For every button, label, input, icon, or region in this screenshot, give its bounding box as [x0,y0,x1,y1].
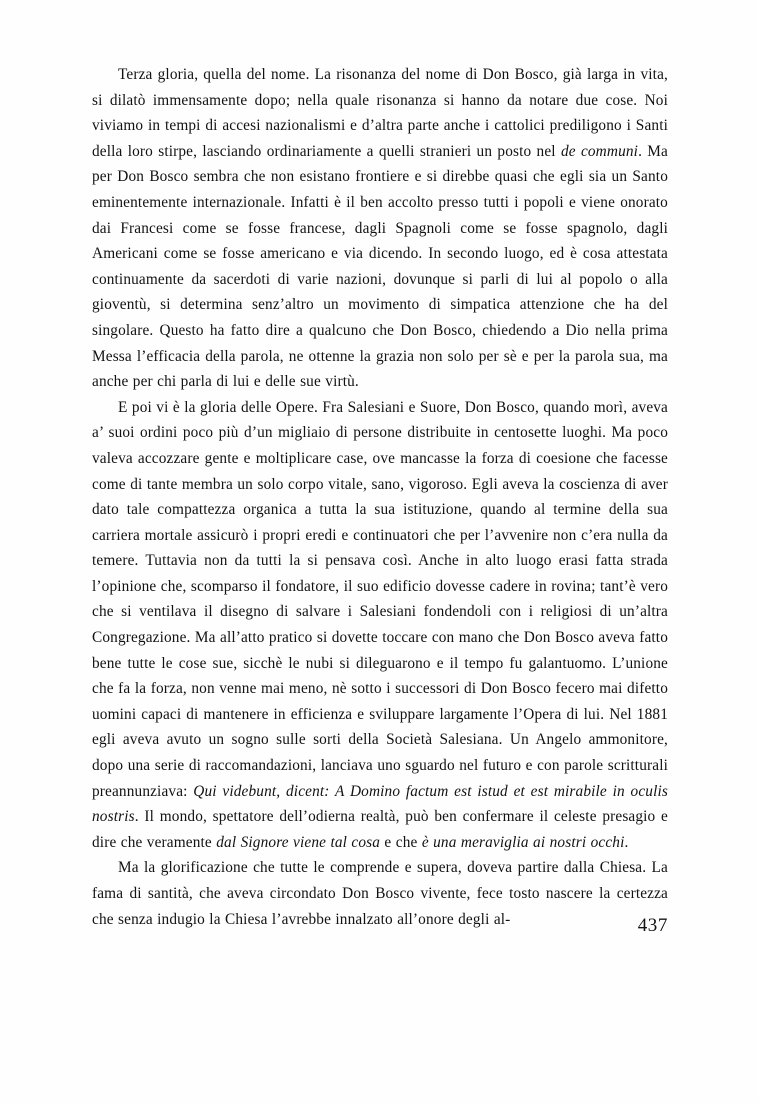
paragraph-glorificazione: Ma la glorificazione che tutte le comprende e supera, doveva partire dalla Chiesa. La fama di santità, che aveva circondato Don Bosco vivente, fece tosto nascere la certezza che senza indugio la Chiesa l’avrebbe innalzato all’onore degli al- [92,859,668,928]
page-number: 437 [637,915,668,936]
paragraph-gloria-opere: E poi vi è la gloria delle Opere. Fra Salesiani e Suore, Don Bosco, quando morì, aveva a’ suoi ordini poco più d’un migliaio di persone distribuite in centosette luoghi. Ma poco valeva accozzare gente e moltiplicare case, ove mancasse la forza di coesione che facesse come di tante membra un solo corpo vitale, sano, vigoroso. Egli aveva la coscienza di aver dato tale compattezza organica a tutta la sua istituzione, quando al termine della sua carriera mortale assicurò i propri eredi e continuatori che per l’avvenire non c’era nulla da temere. Tuttavia non da tutti la si pensava così. Anche in alto luogo erasi fatta strada l’opinione che, scomparso il fondatore, il suo edificio dovesse cadere in rovina; tant’è vero che si ventilava il disegno di salvare i Salesiani fondendoli con i religiosi di un’altra Congregazione. Ma all’atto pratico si dovette toccare con mano che Don Bosco aveva fatto bene tutte le cose sue, sicchè le nubi si dileguarono e il tempo fu galantuomo. L’unione che fa la forza, non venne mai meno, nè sotto i successori di Don Bosco fecero mai difetto uomini capaci di mantenere in efficienza e sviluppare largamente l’Opera di lui. Nel 1881 egli aveva avuto un sogno sulle sorti della Società Salesiana. Un Angelo ammonitore, dopo una serie di raccomandazioni, lanciava uno sguardo nel futuro e con parole scritturali preannunziava: Qui videbunt, dicent: A Domino factum est istud et est mirabile in oculis nostris. Il mondo, spettatore dell’odierna realtà, può ben confermare il celeste presagio e dire che veramente dal Signore viene tal cosa e che è una meraviglia ai nostri occhi. [92,398,668,851]
body-text-column [92,62,668,932]
paragraph-terza-gloria: Terza gloria, quella del nome. La risonanza del nome di Don Bosco, già larga in vita, si dilatò immensamente dopo; nella quale risonanza si hanno da notare due cose. Noi viviamo in tempi di accesi nazionalismi e d’altra parte anche i cattolici prediligono i Santi della loro stirpe, lasciando ordinariamente a quelli stranieri un posto nel de communi. Ma per Don Bosco sembra che non esistano frontiere e si direbbe quasi che egli sia un Santo eminentemente internazionale. Infatti è il ben accolto presso tutti i popoli e viene onorato dai Francesi come se fosse francese, dagli Spagnoli come se fosse spagnolo, dagli Americani come se fosse americano e via dicendo. In secondo luogo, ed è cosa attestata continuamente da sacerdoti di varie nazioni, dovunque si parli di lui al popolo o alla gioventù, si determina senz’altro un movimento di simpatica attenzione che ha del singolare. Questo ha fatto dire a qualcuno che Don Bosco, chiedendo a Dio nella prima Messa l’efficacia della parola, ne ottenne la grazia non solo per sè e per la parola sua, ma anche per chi parla di lui e delle sue virtù. [92,66,668,391]
